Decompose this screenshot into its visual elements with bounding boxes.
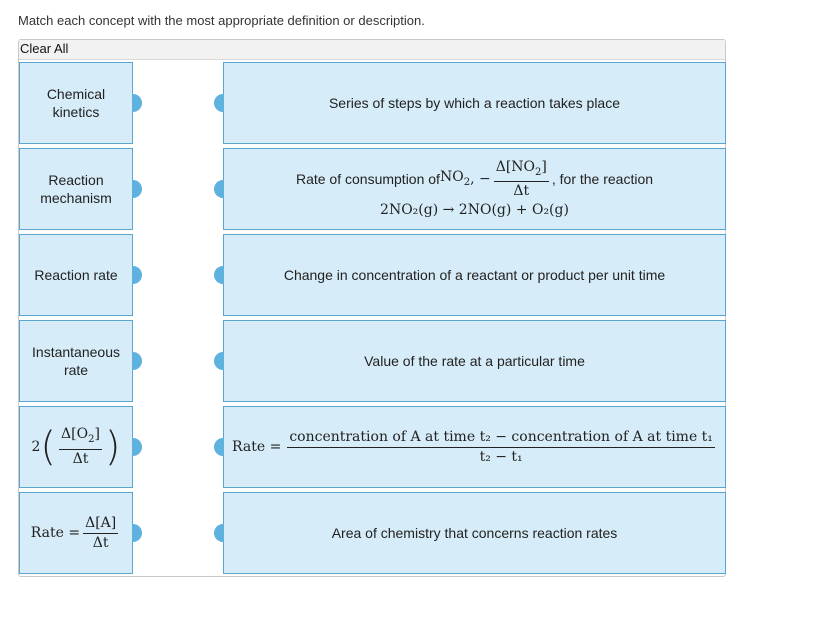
reaction-equation: 2NO₂(g) → 2NO(g) + O₂(g): [380, 202, 569, 219]
fraction-numerator: concentration of A at time t₂ − concentration of A at time t₁: [287, 429, 715, 448]
definition-tile-rate-formula[interactable]: [223, 406, 726, 488]
definition-text: Series of steps by which a reaction takes place: [328, 95, 621, 111]
rate-fraction: [494, 159, 549, 201]
fraction-denominator: Δt: [513, 183, 530, 200]
definition-tile-steps[interactable]: [223, 62, 726, 144]
definition-tile-rate-at-time[interactable]: [223, 320, 726, 402]
concept-label: Reaction rate: [34, 267, 118, 283]
fraction: [83, 515, 118, 552]
fraction-numerator: $\Delta[NO_2]$: [494, 159, 549, 183]
right-paren-icon: ): [104, 423, 121, 470]
concept-label: Instantaneous rate: [32, 344, 120, 378]
concept-tile-instantaneous-rate[interactable]: [19, 320, 133, 402]
definition-text: Area of chemistry that concerns reaction rates: [331, 525, 618, 541]
clear-all-button[interactable]: Clear All: [20, 41, 69, 56]
rate-fraction: [287, 429, 715, 466]
definition-text-before: Rate of consumption of: [295, 171, 440, 188]
concept-tile-reaction-mechanism[interactable]: [19, 148, 133, 230]
definition-text: Change in concentration of a reactant or product per unit time: [283, 267, 666, 283]
left-paren-icon: (: [40, 423, 56, 470]
toolbar: [19, 40, 725, 60]
concept-tile-reaction-rate[interactable]: [19, 234, 133, 316]
separator: , −: [470, 171, 491, 188]
fraction-denominator: Δt: [72, 450, 89, 467]
definition-text: Value of the rate at a particular time: [364, 353, 585, 369]
rate-prefix: Rate =: [30, 525, 81, 541]
concept-label: Reaction mechanism: [40, 172, 112, 206]
definition-tile-no2-consumption[interactable]: [223, 148, 726, 230]
fraction-denominator: Δt: [92, 534, 109, 551]
fraction-numerator: Δ[A]: [83, 515, 118, 534]
concept-math: [31, 423, 121, 470]
rate-prefix: Rate =: [232, 439, 282, 455]
concept-tile-o2-rate-expression[interactable]: [19, 406, 133, 488]
definition-tile-area-of-chemistry[interactable]: [223, 492, 726, 574]
concept-label: Chemical kinetics: [46, 86, 106, 120]
concept-math: [31, 515, 121, 552]
definition-content: [296, 159, 653, 220]
definition-text-after: , for the reaction: [551, 171, 654, 188]
fraction-denominator: t₂ − t₁: [479, 448, 523, 465]
concept-tile-chemical-kinetics[interactable]: [19, 62, 133, 144]
species-formula: $NO_2$: [439, 168, 471, 188]
coefficient: 2: [31, 438, 41, 455]
fraction-numerator: $\Delta[O_2]$: [59, 426, 102, 450]
fraction: [59, 426, 102, 468]
definition-line-1: [296, 159, 653, 201]
concept-tile-rate-expression[interactable]: [19, 492, 133, 574]
instructions-text: Match each concept with the most appropriate definition or description.: [18, 13, 425, 28]
definition-tile-concentration-change[interactable]: [223, 234, 726, 316]
definition-math: [232, 429, 718, 466]
